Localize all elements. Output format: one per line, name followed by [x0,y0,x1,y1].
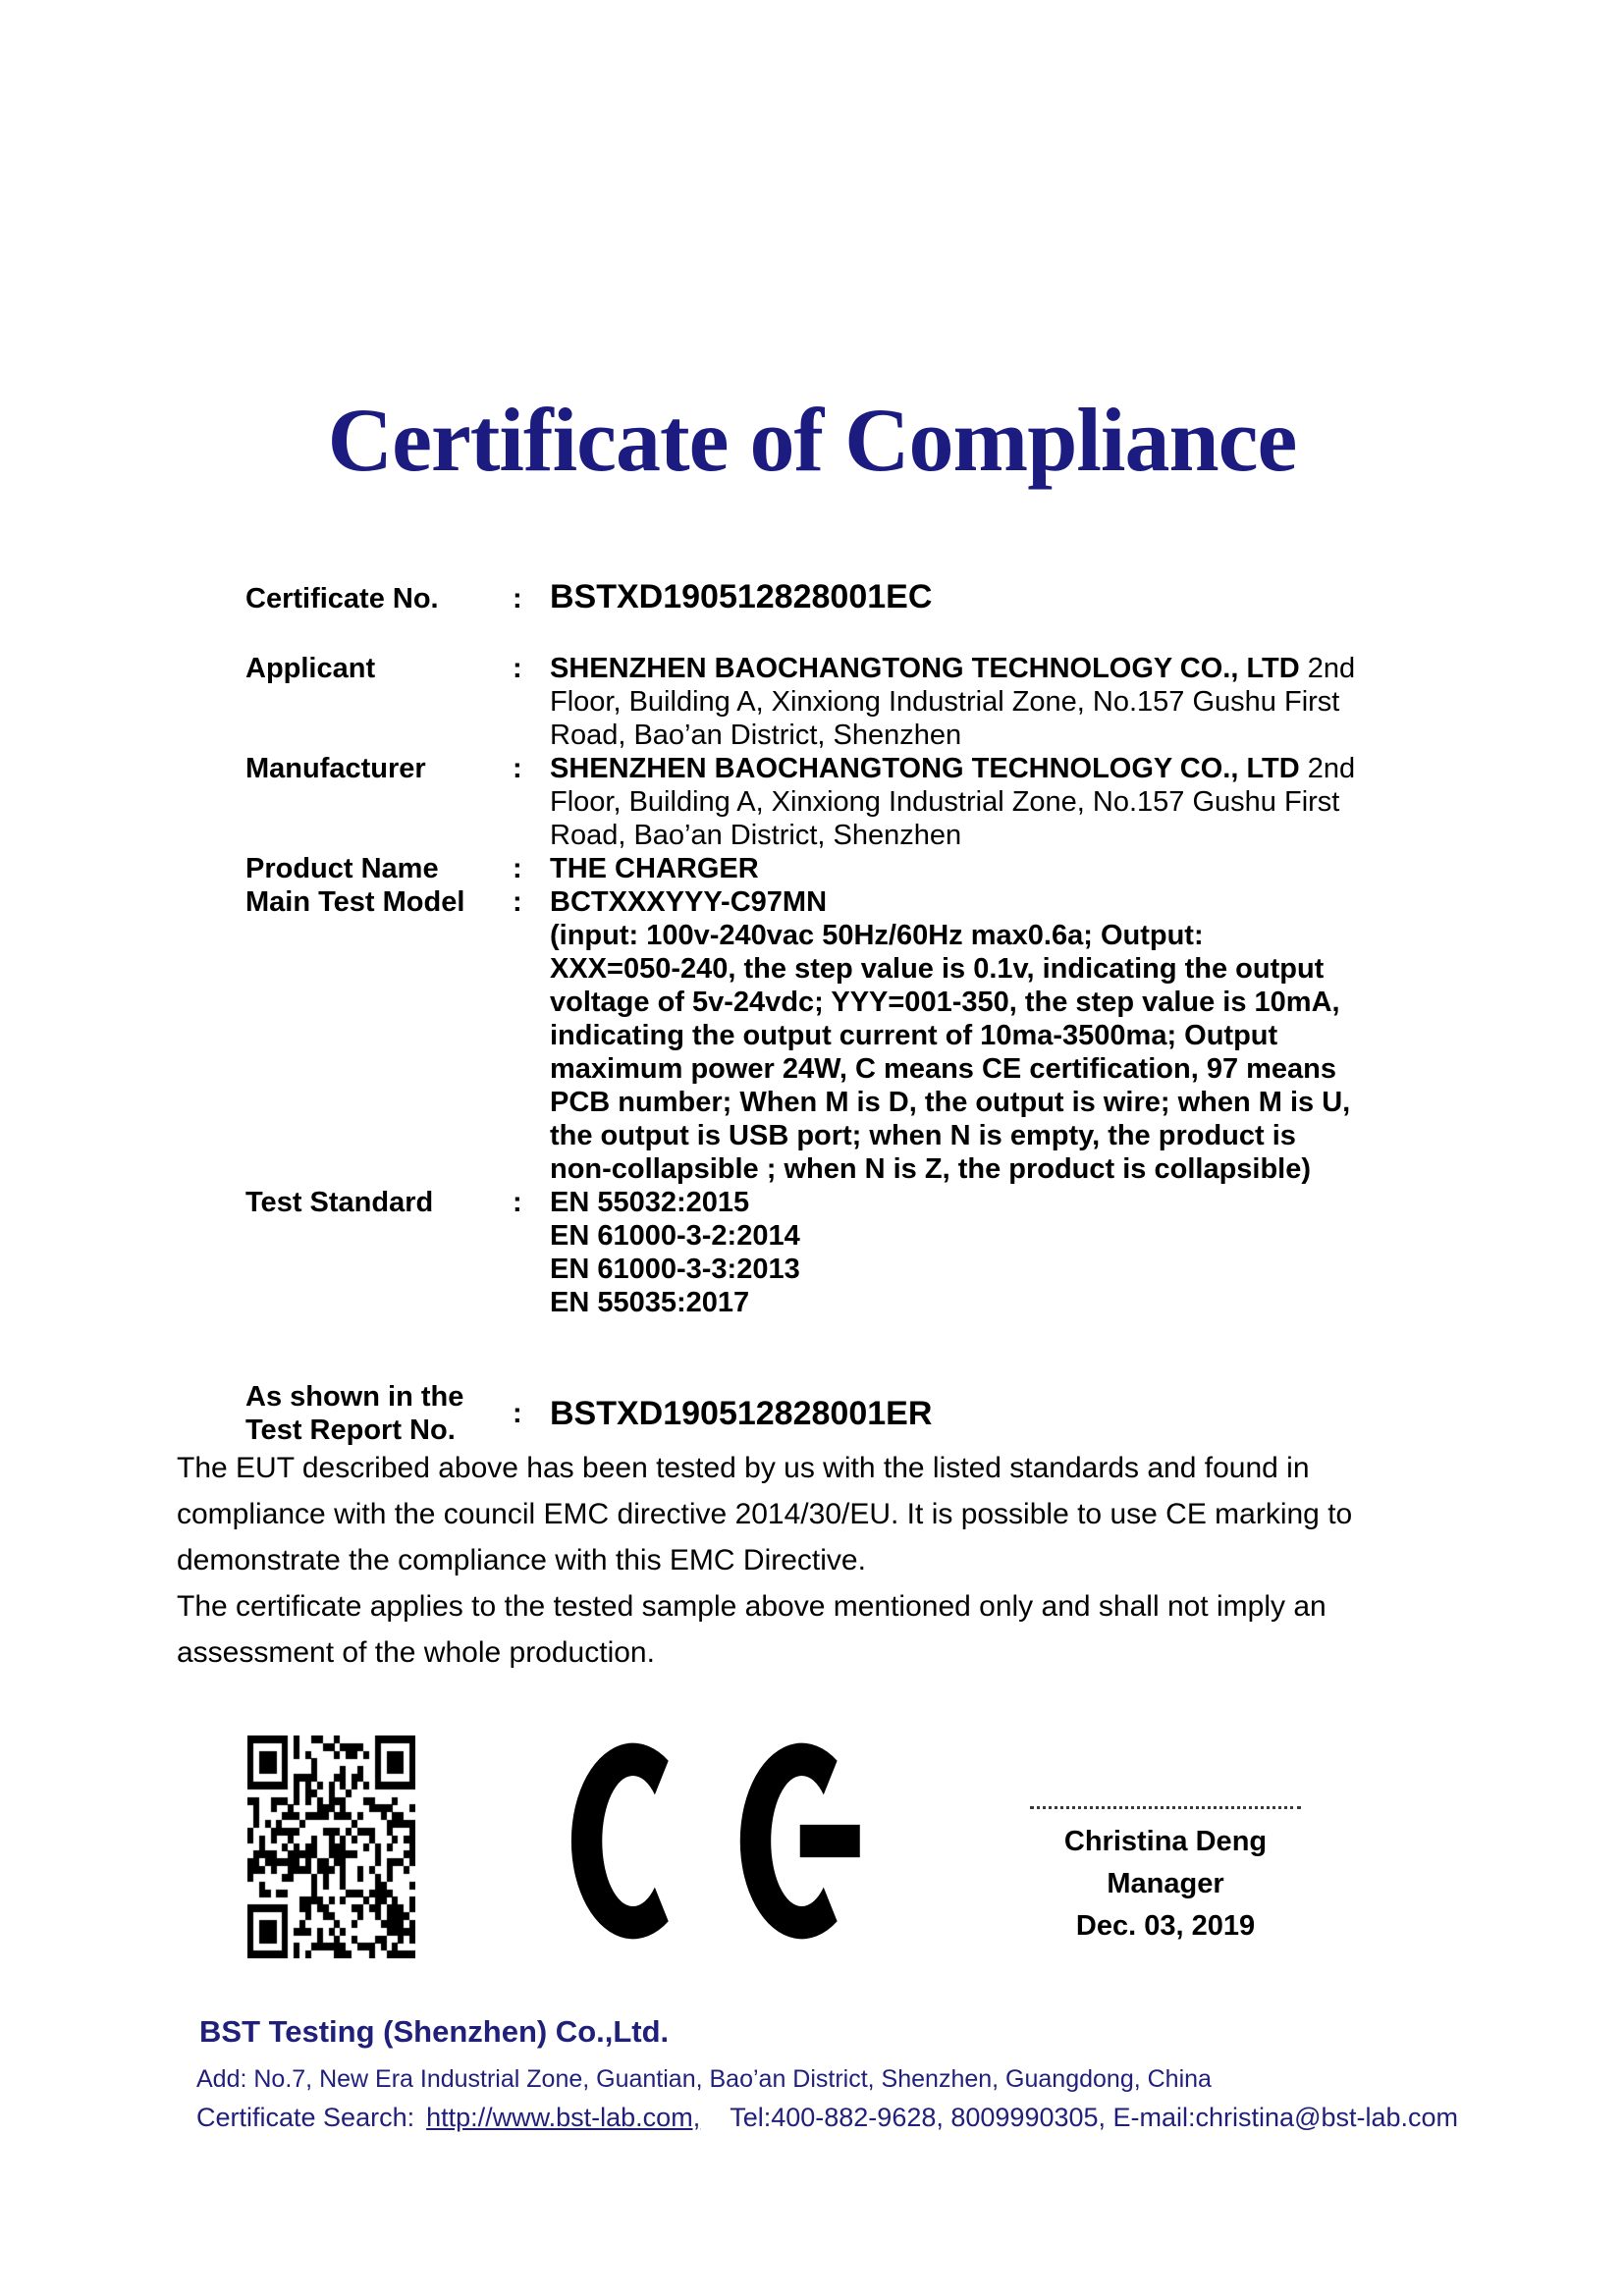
main-test-model-label: Main Test Model [245,886,465,918]
main-test-model-value [550,885,1414,1186]
applicant-value [550,652,1414,752]
test-report-label-line1: As shown in the [245,1381,464,1413]
footer-search-line [196,2103,1458,2133]
applicant-company: SHENZHEN BAOCHANGTONG TECHNOLOGY CO., LTD [550,653,1300,684]
applicant-company-suffix: 2nd [1307,653,1356,684]
manufacturer-line1 [550,752,1414,785]
field-product-name [245,852,1414,885]
certificate-no-value: BSTXD190512828001EC [550,578,933,615]
model-description-line: maximum power 24W, C means CE certification, 97 means [550,1053,1337,1085]
applicant-address-line2: Floor, Building A, Xinxiong Industrial Zone, No.157 Gushu First [550,686,1340,718]
applicant-line1 [550,652,1414,685]
page-title: Certificate of Compliance [327,390,1297,490]
signatory-name: Christina Deng [1063,1826,1268,1857]
colon-separator: : [513,853,522,884]
test-standard-item: EN 61000-3-3:2013 [550,1254,800,1285]
manufacturer-value [550,752,1414,852]
model-description-line: PCB number; When M is D, the output is wire; when M is U, [550,1087,1351,1118]
model-description-line: voltage of 5v-24vdc; YYY=001-350, the step value is 10mA, [550,987,1340,1018]
product-name-value: THE CHARGER [550,853,759,884]
field-manufacturer [245,752,1414,852]
manufacturer-company: SHENZHEN BAOCHANGTONG TECHNOLOGY CO., LTD [550,753,1300,784]
manufacturer-address-line3: Road, Bao’an District, Shenzhen [550,820,962,851]
colon-separator: : [513,753,522,784]
test-standard-values [550,1186,1414,1319]
certificate-fields [245,577,1414,1447]
manufacturer-label: Manufacturer [245,753,426,784]
field-test-report-no [245,1380,1414,1447]
applicant-address-line3: Road, Bao’an District, Shenzhen [550,720,962,751]
test-standard-label: Test Standard [245,1187,434,1218]
colon-separator: : [513,886,522,918]
model-description-line: XXX=050-240, the step value is 0.1v, indicating the output [550,953,1325,985]
test-standard-item: EN 55032:2015 [550,1187,750,1218]
field-main-test-model [245,885,1414,1186]
declaration-paragraph-2: The certificate applies to the tested sample above mentioned only and shall not imply an assessment of the whole production. [177,1590,1326,1669]
model-description-line: the output is USB port; when N is empty, the product is [550,1120,1296,1151]
lab-company-name: BST Testing (Shenzhen) Co.,Ltd. [199,2014,670,2049]
field-certificate-no [245,577,1414,616]
colon-separator: : [513,1187,522,1218]
test-report-no-label [245,1380,513,1447]
product-name-label: Product Name [245,853,439,884]
certificate-no-label: Certificate No. [245,583,439,614]
signature-block [1018,1806,1313,1948]
model-description-line: indicating the output current of 10ma-3500ma; Output [550,1020,1278,1051]
qr-code [247,1735,415,1958]
ce-mark-icon [569,1734,869,1949]
signature-date: Dec. 03, 2019 [1075,1910,1256,1942]
certificate-search-link[interactable]: http://www.bst-lab.com, [426,2103,701,2132]
model-description-line: (input: 100v-240vac 50Hz/60Hz max0.6a; Output: [550,920,1204,951]
field-applicant [245,652,1414,752]
signatory-role: Manager [1107,1868,1224,1899]
declaration-text [177,1445,1453,1676]
manufacturer-company-suffix: 2nd [1307,753,1356,784]
field-test-standard [245,1186,1414,1319]
certificate-search-label: Certificate Search: [196,2103,415,2132]
colon-separator: : [513,1398,522,1429]
model-number: BCTXXXYYY-C97MN [550,886,828,918]
lab-address: Add: No.7, New Era Industrial Zone, Guantian, Bao’an District, Shenzhen, Guangdong, China [196,2065,1212,2093]
applicant-label: Applicant [245,653,376,684]
colon-separator: : [513,583,522,614]
model-description-line: non-collapsible ; when N is Z, the product is collapsible) [550,1153,1312,1185]
test-standard-item: EN 55035:2017 [550,1287,750,1318]
test-report-no-value: BSTXD190512828001ER [550,1395,933,1432]
lab-contact-info: Tel:400-882-9628, 8009990305, E-mail:christina@bst-lab.com [730,2103,1459,2132]
declaration-paragraph-1: The EUT described above has been tested by us with the listed standards and found in compliance with the council EMC directive 2014/30/EU. It is possible to use CE marking to demonstrate the compliance with this EMC Directive. [177,1452,1353,1576]
signature-dotted-line [1030,1806,1301,1809]
colon-separator: : [513,653,522,684]
manufacturer-address-line2: Floor, Building A, Xinxiong Industrial Zone, No.157 Gushu First [550,786,1340,818]
test-standard-item: EN 61000-3-2:2014 [550,1220,800,1252]
test-report-label-line2: Test Report No. [245,1415,456,1446]
